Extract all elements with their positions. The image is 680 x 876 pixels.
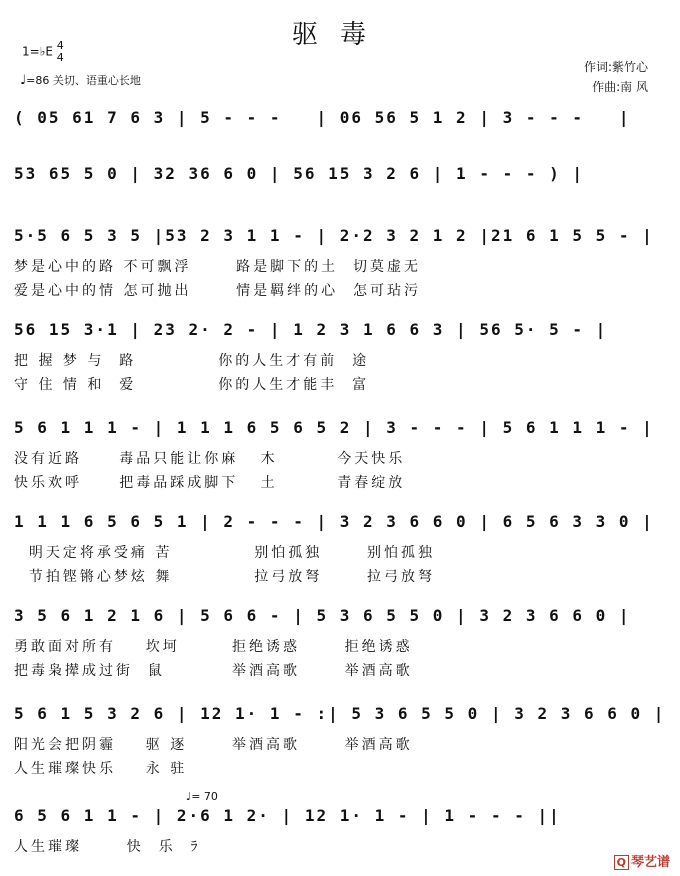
time-signature: [57, 40, 64, 64]
quarter-note-icon: ♩: [186, 790, 192, 803]
score-row: [0, 704, 680, 730]
lyric-line: 爱是心中的情 怎可抛出 情是羁绊的心 怎可玷污: [14, 283, 422, 299]
page-title: 驱毒: [291, 20, 388, 50]
score-row: [0, 320, 680, 346]
notation-line: 53 65 5 0 | 32 36 6 0 | 56 15 3 2 6 | 1 - - - ) |: [14, 164, 585, 183]
key-label: 1=♭E: [22, 44, 53, 59]
logo-mark-icon: Q: [614, 855, 629, 870]
lyric-line: 梦是心中的路 不可飘浮 路是脚下的土 切莫虚无: [14, 259, 422, 275]
tempo-change: [186, 790, 218, 803]
lyric-line: 勇敢面对所有 坎坷 拒绝诱惑 拒绝诱惑: [14, 639, 413, 655]
lyric-line: 明天定将承受痛 苦 别怕孤独 别怕孤独: [14, 545, 436, 561]
score-row: [0, 512, 680, 538]
notation-line: 5 6 1 5 3 2 6 | 12 1· 1 - :| 5 3 6 5 5 0 | 3 2 3 6 6 0 |: [14, 704, 666, 723]
time-top: 4: [56, 39, 64, 52]
score-row: [0, 418, 680, 444]
lyric-line: 人生璀璨 快 乐 ﾗ: [14, 839, 201, 855]
key-signature: [22, 40, 64, 64]
notation-line: 5·5 6 5 3 5 |53 2 3 1 1 - | 2·2 3 2 1 2 |21 6 1 5 5 - |: [14, 226, 654, 245]
notation-line: 56 15 3·1 | 23 2· 2 - | 1 2 3 1 6 6 3 | 56 5· 5 - |: [14, 320, 608, 339]
lyric-line: 把毒枭撵成过街 鼠 举酒高歌 举酒高歌: [14, 663, 413, 679]
time-bottom: 4: [56, 51, 64, 64]
notation-line: 5 6 1 1 1 - | 1 1 1 6 5 6 5 2 | 3 - - - | 5 6 1 1 1 - |: [14, 418, 654, 437]
notation-line: 3 5 6 1 2 1 6 | 5 6 6 - | 5 3 6 5 5 0 | 3 2 3 6 6 0 |: [14, 606, 631, 625]
lyric-line: 快乐欢呼 把毒品踩成脚下 土 青春绽放: [14, 475, 406, 491]
composer-credit: 作曲:南 风: [592, 80, 648, 94]
score-row: [0, 806, 680, 832]
lyric-line: 节拍铿锵心梦炫 舞 拉弓放弩 拉弓放弩: [14, 569, 436, 585]
score-row: [0, 108, 680, 134]
lyric-line: 没有近路 毒品只能让你麻 木 今天快乐: [14, 451, 406, 467]
lyric-line: 阳光会把阴霾 驱 逐 举酒高歌 举酒高歌: [14, 737, 413, 753]
site-logo: [614, 851, 670, 870]
tempo-text: =86 关切、语重心长地: [26, 74, 141, 87]
score-row: [0, 164, 680, 190]
lyric-line: 人生璀璨快乐 永 驻: [14, 761, 188, 777]
tempo-change-text: = 70: [191, 790, 218, 803]
lyricist-credit: 作词:紫竹心: [583, 60, 648, 74]
quarter-note-icon: ♩: [20, 73, 27, 88]
logo-text: 琴艺谱: [630, 855, 670, 870]
score-row: [0, 606, 680, 632]
lyric-line: 守 住 情 和 爱 你的人生才能丰 富: [14, 377, 370, 393]
notation-line: 6 5 6 1 1 - | 2·6 1 2· | 12 1· 1 - | 1 - - - ||: [14, 806, 561, 825]
lyric-line: 把 握 梦 与 路 你的人生才有前 途: [14, 353, 370, 369]
notation-line: ( 05 61 7 6 3 | 5 - - - | 06 56 5 1 2 | 3 - - - |: [14, 108, 631, 127]
score-row: [0, 226, 680, 252]
notation-line: 1 1 1 6 5 6 5 1 | 2 - - - | 3 2 3 6 6 0 | 6 5 6 3 3 0 |: [14, 512, 654, 531]
tempo-marking: [20, 72, 141, 88]
